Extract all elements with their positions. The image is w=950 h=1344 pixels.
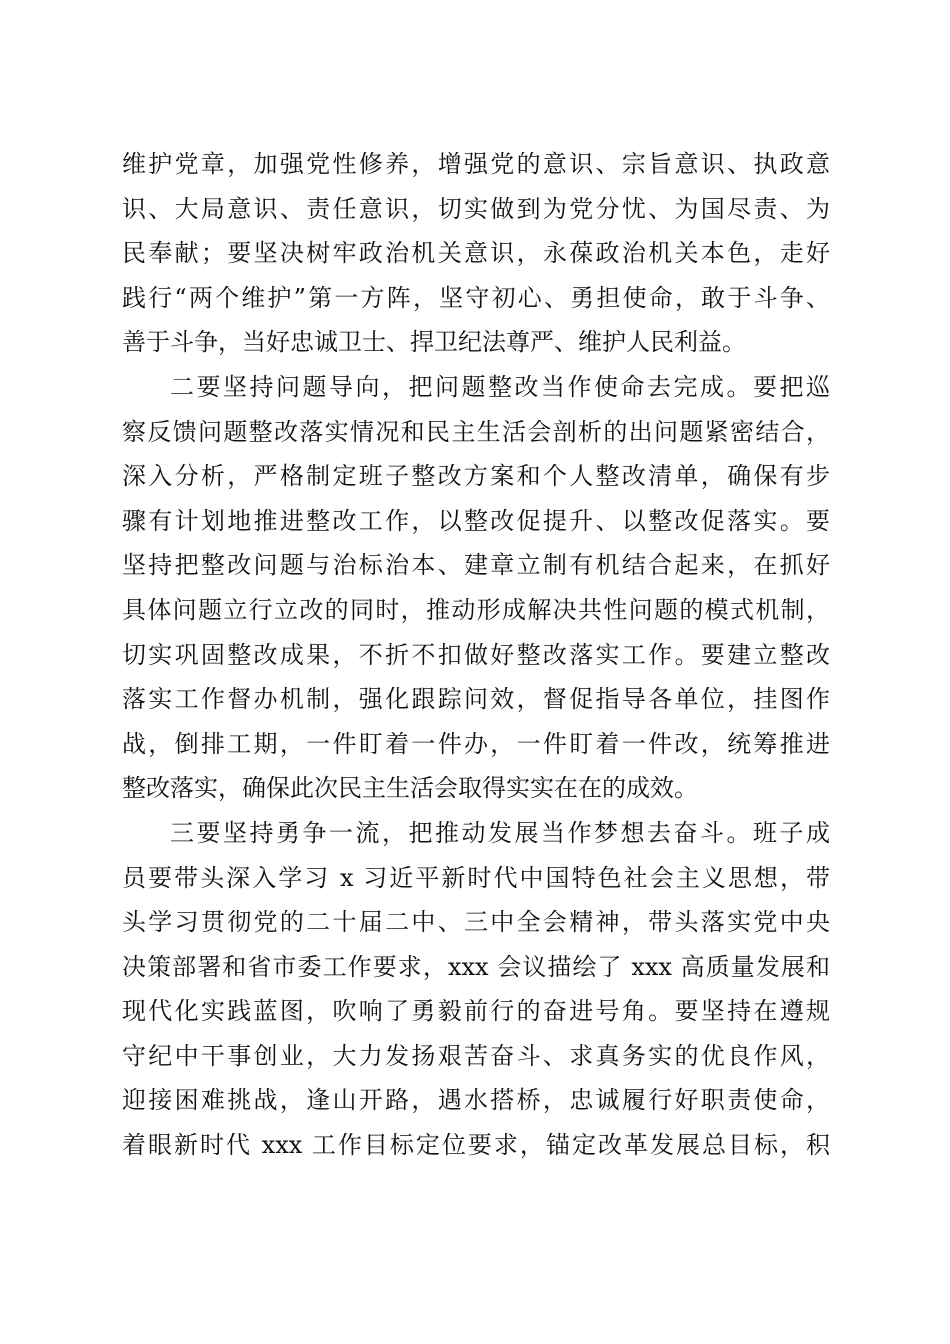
paragraph: [122, 365, 830, 811]
text-line: 骤有计划地推进整改工作，以整改促提升、以整改促落实。要: [122, 506, 830, 535]
text-line: 切实巩固整改成果，不折不扣做好整改落实工作。要建立整改: [122, 640, 830, 669]
paragraph: [122, 811, 830, 1168]
text-line: 迎接困难挑战，逢山开路，遇水搭桥，忠诚履行好职责使命，: [122, 1086, 830, 1115]
paragraph: [122, 142, 830, 365]
text-line: 深入分析，严格制定班子整改方案和个人整改清单，确保有步: [122, 462, 830, 491]
text-line: 决策部署和省市委工作要求，xxx 会议描绘了 xxx 高质量发展和: [122, 952, 830, 981]
text-line: 二要坚持问题导向，把问题整改当作使命去完成。要把巡: [170, 372, 830, 401]
text-line: 着眼新时代 xxx 工作目标定位要求，锚定改革发展总目标，积: [122, 1131, 830, 1160]
text-line: 现代化实践蓝图，吹响了勇毅前行的奋进号角。要坚持在遵规: [122, 997, 830, 1026]
text-line: 维护党章，加强党性修养，增强党的意识、宗旨意识、执政意: [122, 150, 830, 178]
text-line: 民奉献；要坚决树牢政治机关意识，永葆政治机关本色，走好: [122, 239, 830, 268]
text-line: 战，倒排工期，一件盯着一件办，一件盯着一件改，统筹推进: [122, 729, 830, 758]
text-line: 整改落实，确保此次民主生活会取得实实在在的成效。: [122, 774, 698, 803]
text-line: 守纪中干事创业，大力发扬艰苦奋斗、求真务实的优良作风，: [122, 1041, 830, 1070]
text-line: 落实工作督办机制，强化跟踪问效，督促指导各单位，挂图作: [122, 685, 830, 714]
text-line: 头学习贯彻党的二十届二中、三中全会精神，带头落实党中央: [122, 908, 830, 937]
text-line: 识、大局意识、责任意识，切实做到为党分忧、为国尽责、为: [122, 194, 830, 223]
text-line: 善于斗争，当好忠诚卫士、捍卫纪法尊严、维护人民利益。: [122, 328, 746, 357]
text-line: 坚持把整改问题与治标治本、建章立制有机结合起来，在抓好: [122, 551, 830, 580]
text-line: 察反馈问题整改落实情况和民主生活会剖析的出问题紧密结合，: [122, 417, 830, 446]
text-line: 践行“两个维护”第一方阵，坚守初心、勇担使命，敢于斗争、: [122, 283, 830, 312]
text-line: 三要坚持勇争一流，把推动发展当作梦想去奋斗。班子成: [170, 818, 830, 847]
text-line: 具体问题立行立改的同时，推动形成解决共性问题的模式机制，: [122, 595, 830, 624]
document-body: [122, 142, 830, 1168]
text-line: 员要带头深入学习 x 习近平新时代中国特色社会主义思想，带: [122, 863, 830, 892]
